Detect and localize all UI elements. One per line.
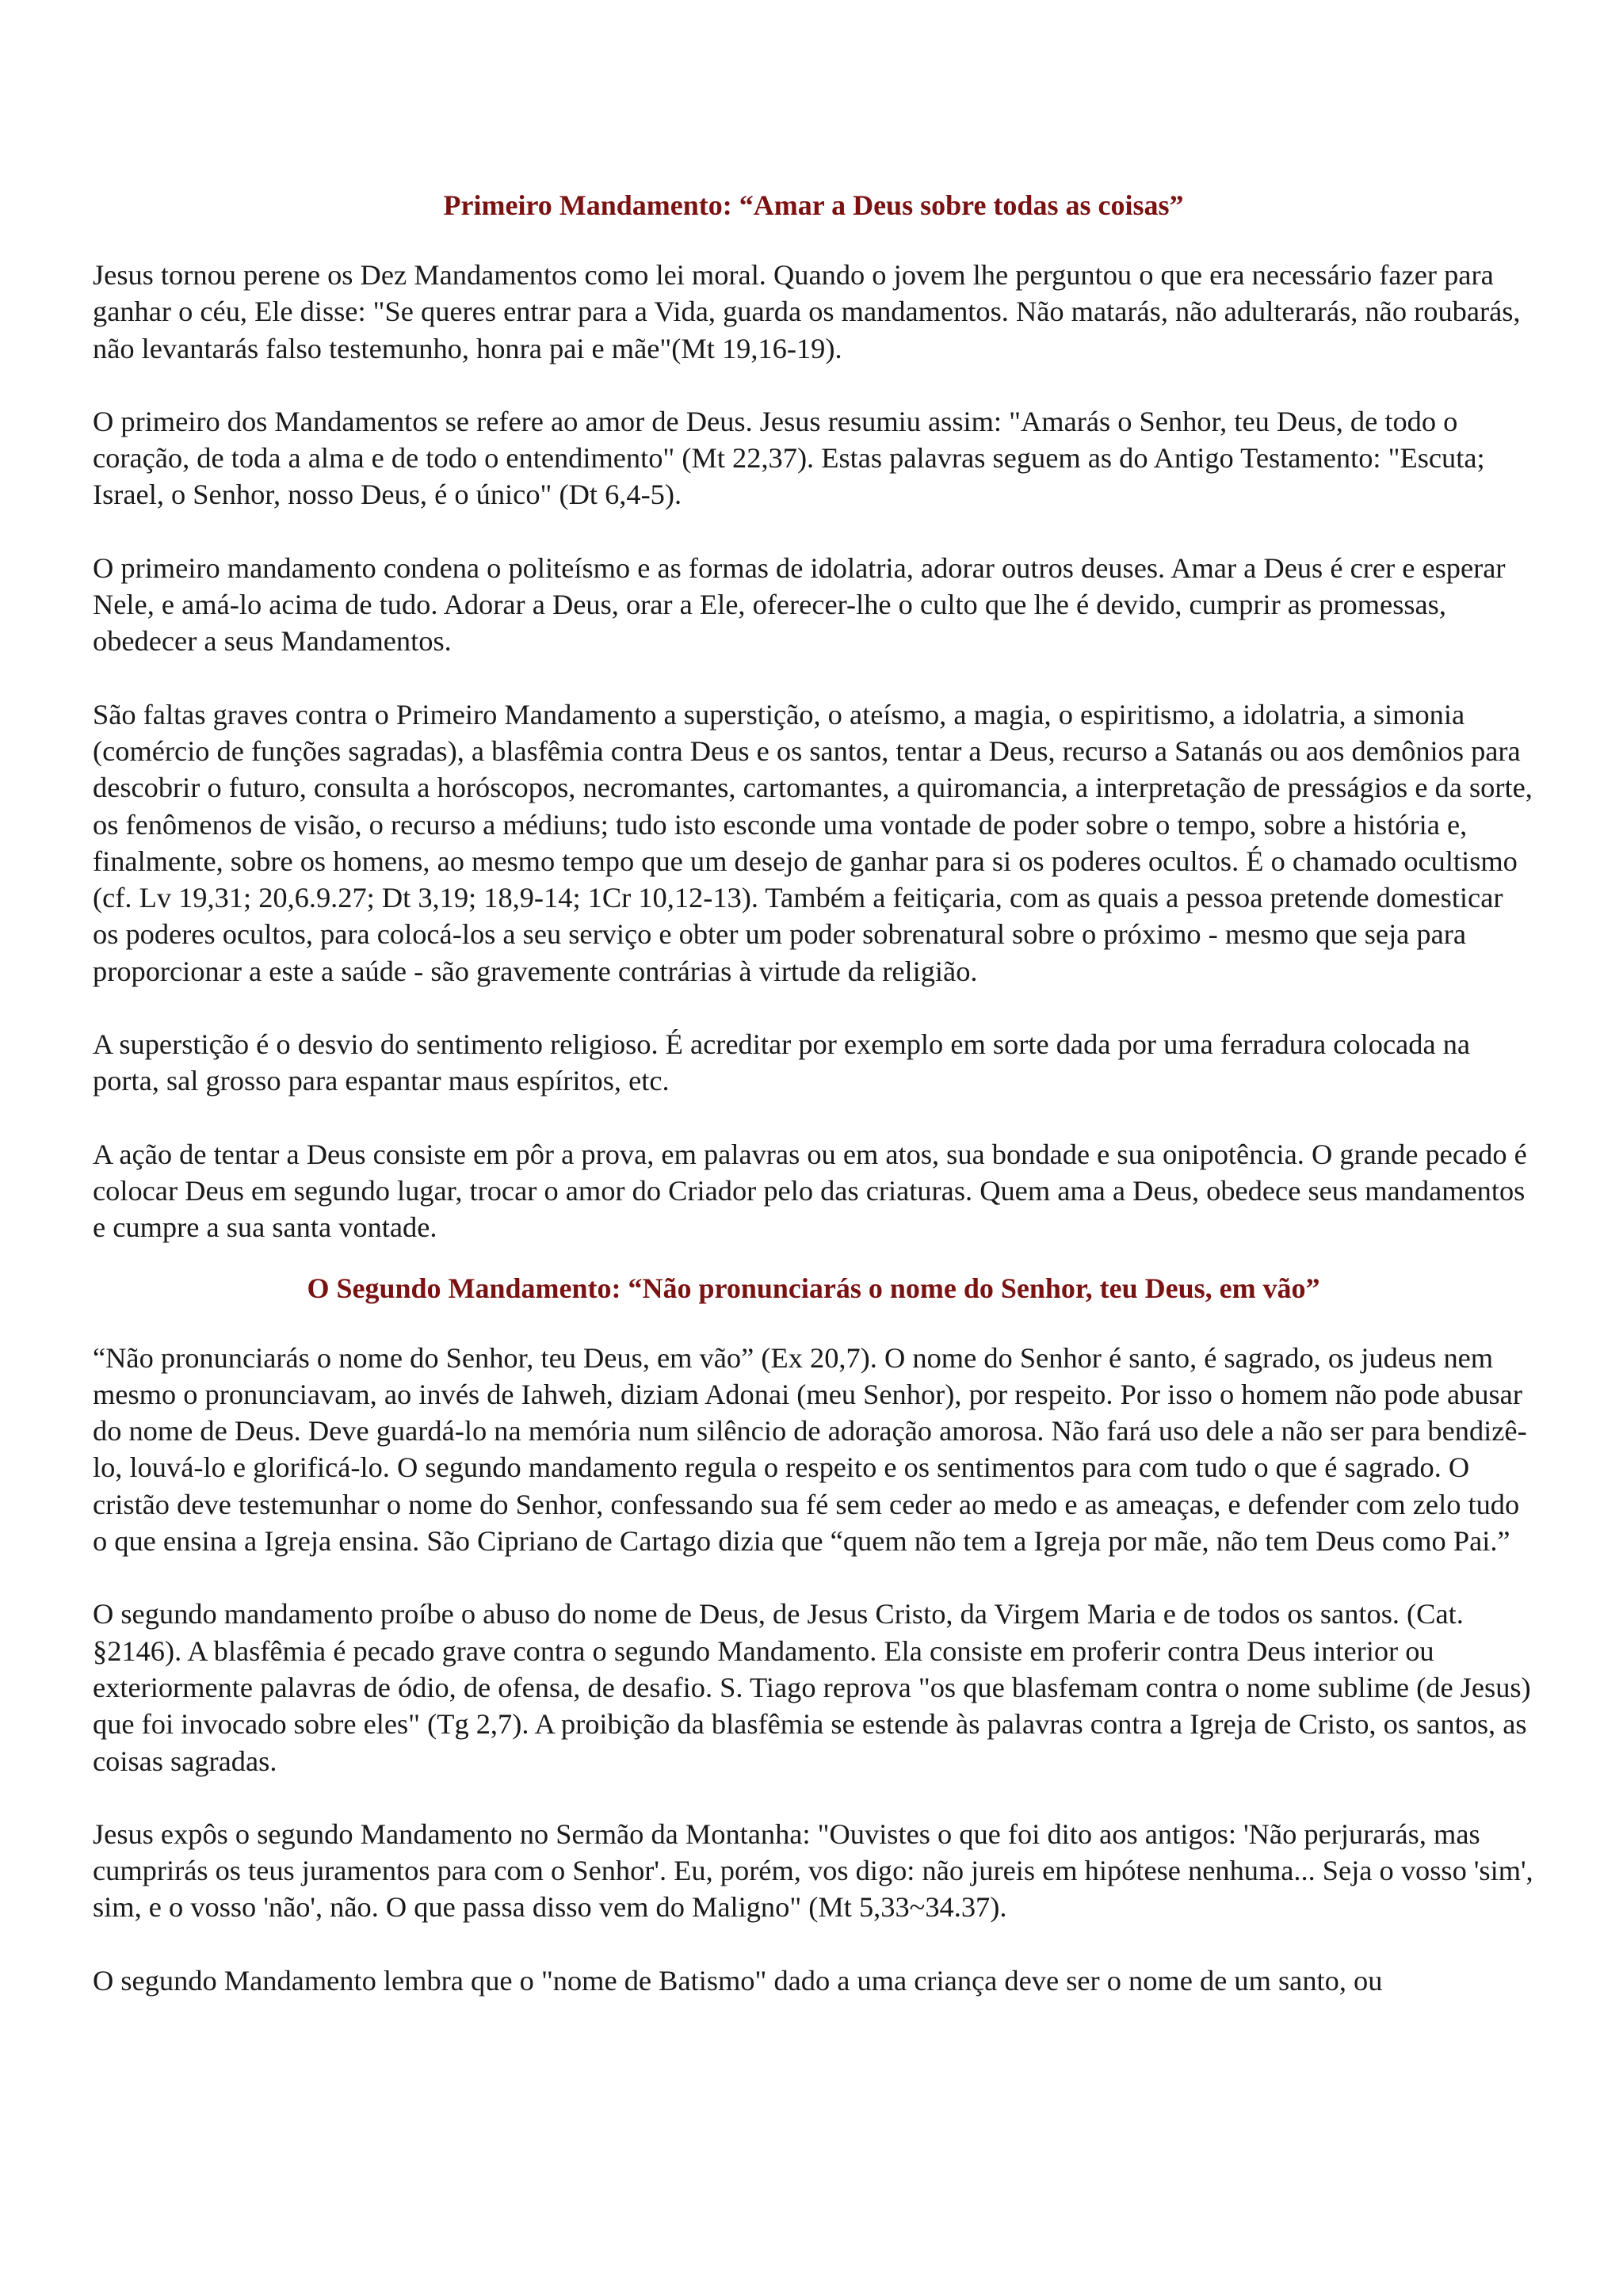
section-heading-second-commandment: O Segundo Mandamento: “Não pronunciarás o nome do Senhor, teu Deus, em vão” bbox=[307, 1272, 1320, 1304]
paragraph: São faltas graves contra o Primeiro Mandamento a superstição, o ateísmo, a magia, o espiritismo, a idolatria, a simonia (comércio de funções sagradas), a blasfêmia contra Deus e os santos, tentar a Deus, recurso a Satanás ou aos demônios para descobrir o futuro, consulta a horóscopos, necromantes, cartomantes, a quiromancia, a interpretação de presságios e da sorte, os fenômenos de visão, o recurso a médiuns; tudo isto esconde uma vontade de poder sobre o tempo, sobre a história e, finalmente, sobre os homens, ao mesmo tempo que um desejo de ganhar para si os poderes ocultos. É o chamado ocultismo (cf. Lv 19,31; 20,6.9.27; Dt 3,19; 18,9-14; 1Cr 10,12-13). Também a feitiçaria, com as quais a pessoa pretende domesticar os poderes ocultos, para colocá-los a seu serviço e obter um poder sobrenatural sobre o próximo - mesmo que seja para proporcionar a este a saúde - são gravemente contrárias à virtude da religião. bbox=[93, 698, 1533, 987]
paragraph: O primeiro dos Mandamentos se refere ao amor de Deus. Jesus resumiu assim: "Amarás o Senhor, teu Deus, de todo o coração, de toda a alma e de todo o entendimento" (Mt 22,37). Estas palavras seguem as do Antigo Testamento: "Escuta; Israel, o Senhor, nosso Deus, é o único" (Dt 6,4-5). bbox=[93, 405, 1485, 511]
paragraph: A superstição é o desvio do sentimento religioso. É acreditar por exemplo em sorte dada por uma ferradura colocada na porta, sal grosso para espantar maus espíritos, etc. bbox=[93, 1028, 1471, 1097]
paragraph: O segundo mandamento proíbe o abuso do nome de Deus, de Jesus Cristo, da Virgem Maria e de todos os santos. (Cat. §2146). A blasfêmia é pecado grave contra o segundo Mandamento. Ela consiste em proferir contra Deus interior ou exteriormente palavras de ódio, de ofensa, de desafio. S. Tiago reprova "os que blasfemam contra o nome sublime (de Jesus) que foi invocado sobre eles" (Tg 2,7). A proibição da blasfêmia se estende às palavras contra a Igreja de Cristo, os santos, as coisas sagradas. bbox=[93, 1598, 1531, 1777]
paragraph: Jesus tornou perene os Dez Mandamentos como lei moral. Quando o jovem lhe perguntou o que era necessário fazer para ganhar o céu, Ele disse: "Se queres entrar para a Vida, guarda os mandamentos. Não matarás, não adulterarás, não roubarás, não levantarás falso testemunho, honra pai e mãe"(Mt 19,16-19). bbox=[93, 259, 1521, 364]
section-heading-first-commandment: Primeiro Mandamento: “Amar a Deus sobre todas as coisas” bbox=[443, 189, 1184, 221]
paragraph: O primeiro mandamento condena o politeísmo e as formas de idolatria, adorar outros deuses. Amar a Deus é crer e esperar Nele, e amá-lo acima de tudo. Adorar a Deus, orar a Ele, oferecer-lhe o culto que lhe é devido, cumprir as promessas, obedecer a seus Mandamentos. bbox=[93, 551, 1506, 658]
paragraph: Jesus expôs o segundo Mandamento no Sermão da Montanha: "Ouvistes o que foi dito aos antigos: 'Não perjurarás, mas cumprirás os teus juramentos para com o Senhor'. Eu, porém, vos digo: não jureis em hipótese nenhuma... Seja o vosso 'sim', sim, e o vosso 'não', não. O que passa disso vem do Maligno" (Mt 5,33~34.37). bbox=[93, 1817, 1533, 1924]
paragraph: O segundo Mandamento lembra que o "nome de Batismo" dado a uma criança deve ser o nome de um santo, ou bbox=[93, 1964, 1383, 1997]
paragraph: A ação de tentar a Deus consiste em pôr a prova, em palavras ou em atos, sua bondade e sua onipotência. O grande pecado é colocar Deus em segundo lugar, trocar o amor do Criador pelo das criaturas. Quem ama a Deus, obedece seus mandamentos e cumpre a sua santa vontade. bbox=[93, 1138, 1527, 1244]
paragraph: “Não pronunciarás o nome do Senhor, teu Deus, em vão” (Ex 20,7). O nome do Senhor é santo, é sagrado, os judeus nem mesmo o pronunciavam, ao invés de Iahweh, diziam Adonai (meu Senhor), por respeito. Por isso o homem não pode abusar do nome de Deus. Deve guardá-lo na memória num silêncio de adoração amorosa. Não fará uso dele a não ser para bendizê-lo, louvá-lo e glorificá-lo. O segundo mandamento regula o respeito e os sentimentos para com tudo o que é sagrado. O cristão deve testemunhar o nome do Senhor, confessando sua fé sem ceder ao medo e as ameaças, e defender com zelo tudo o que ensina a Igreja ensina. São Cipriano de Cartago dizia que “quem não tem a Igreja por mãe, não tem Deus como Pai.” bbox=[93, 1341, 1527, 1558]
